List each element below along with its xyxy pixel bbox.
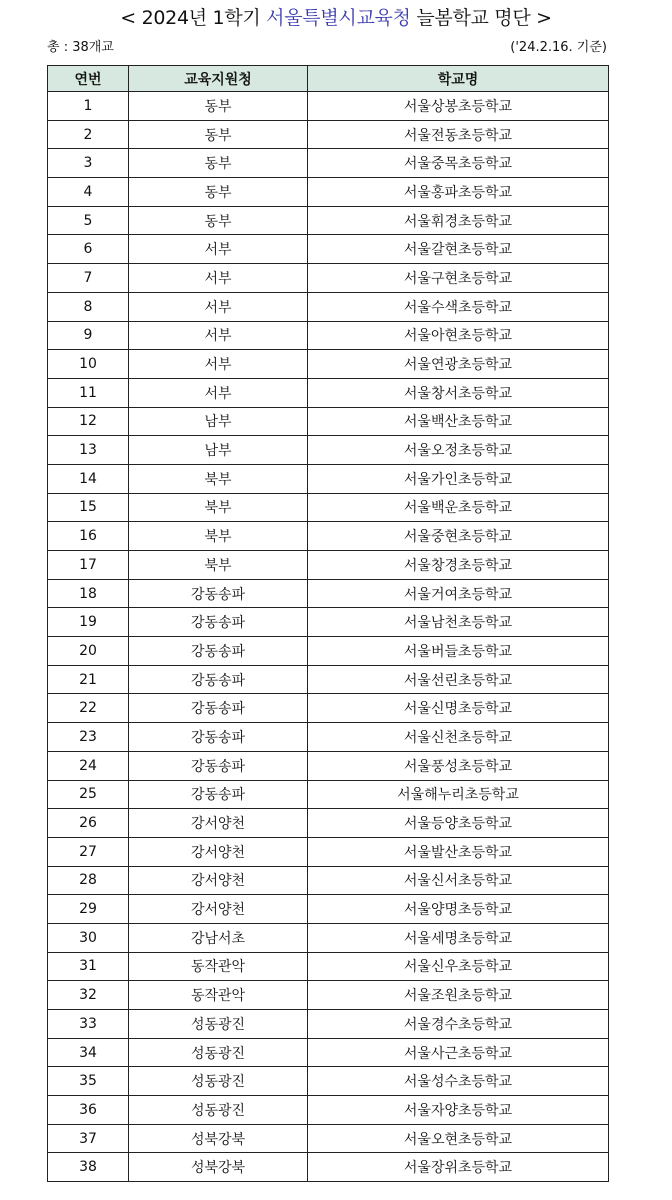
table-row	[48, 637, 609, 666]
cell-school: 서울경수초등학교	[308, 1010, 609, 1039]
table-row	[48, 292, 609, 321]
table-row	[48, 923, 609, 952]
cell-school: 서울사근초등학교	[308, 1038, 609, 1067]
table-row	[48, 178, 609, 207]
table-row	[48, 350, 609, 379]
cell-number: 1	[48, 92, 129, 121]
cell-office: 강서양천	[129, 895, 308, 924]
document-title	[0, 4, 672, 32]
cell-number: 27	[48, 837, 129, 866]
table-row	[48, 378, 609, 407]
table-header-row	[48, 66, 609, 92]
cell-school: 서울등양초등학교	[308, 809, 609, 838]
cell-number: 21	[48, 665, 129, 694]
cell-school: 서울거여초등학교	[308, 579, 609, 608]
cell-school: 서울신우초등학교	[308, 952, 609, 981]
cell-office: 강동송파	[129, 665, 308, 694]
cell-number: 18	[48, 579, 129, 608]
table-row	[48, 436, 609, 465]
cell-school: 서울오정초등학교	[308, 436, 609, 465]
cell-number: 14	[48, 464, 129, 493]
table-row	[48, 608, 609, 637]
table-row	[48, 407, 609, 436]
cell-school: 서울전동초등학교	[308, 120, 609, 149]
cell-number: 12	[48, 407, 129, 436]
cell-school: 서울신서초등학교	[308, 866, 609, 895]
cell-office: 강동송파	[129, 694, 308, 723]
cell-office: 성동광진	[129, 1067, 308, 1096]
cell-school: 서울창경초등학교	[308, 551, 609, 580]
cell-office: 동부	[129, 120, 308, 149]
cell-number: 37	[48, 1124, 129, 1153]
cell-number: 32	[48, 981, 129, 1010]
table-row	[48, 952, 609, 981]
cell-number: 10	[48, 350, 129, 379]
cell-office: 서부	[129, 264, 308, 293]
cell-office: 서부	[129, 292, 308, 321]
table-row	[48, 1067, 609, 1096]
header-school: 학교명	[308, 66, 609, 92]
reference-date: ('24.2.16. 기준)	[510, 40, 607, 55]
table-row	[48, 551, 609, 580]
cell-school: 서울아현초등학교	[308, 321, 609, 350]
table-row	[48, 665, 609, 694]
cell-number: 35	[48, 1067, 129, 1096]
cell-school: 서울중현초등학교	[308, 522, 609, 551]
table-row	[48, 321, 609, 350]
total-count: 총 : 38개교	[47, 40, 114, 55]
cell-office: 강동송파	[129, 608, 308, 637]
table-row	[48, 120, 609, 149]
cell-office: 강동송파	[129, 637, 308, 666]
table-row	[48, 866, 609, 895]
table-row	[48, 1153, 609, 1182]
cell-office: 강동송파	[129, 579, 308, 608]
table-row	[48, 149, 609, 178]
table-row	[48, 837, 609, 866]
cell-school: 서울세명초등학교	[308, 923, 609, 952]
cell-office: 서부	[129, 350, 308, 379]
table-row	[48, 1124, 609, 1153]
cell-school: 서울백운초등학교	[308, 493, 609, 522]
cell-number: 13	[48, 436, 129, 465]
cell-office: 강동송파	[129, 780, 308, 809]
table-row	[48, 694, 609, 723]
cell-number: 22	[48, 694, 129, 723]
table-row	[48, 92, 609, 121]
cell-office: 북부	[129, 522, 308, 551]
cell-number: 5	[48, 206, 129, 235]
cell-number: 19	[48, 608, 129, 637]
cell-number: 2	[48, 120, 129, 149]
cell-number: 24	[48, 751, 129, 780]
cell-school: 서울오현초등학교	[308, 1124, 609, 1153]
cell-school: 서울장위초등학교	[308, 1153, 609, 1182]
cell-office: 서부	[129, 378, 308, 407]
cell-number: 3	[48, 149, 129, 178]
cell-office: 동부	[129, 206, 308, 235]
cell-office: 동부	[129, 178, 308, 207]
cell-number: 16	[48, 522, 129, 551]
table-row	[48, 723, 609, 752]
table-row	[48, 751, 609, 780]
cell-office: 성동광진	[129, 1038, 308, 1067]
cell-number: 34	[48, 1038, 129, 1067]
cell-school: 서울연광초등학교	[308, 350, 609, 379]
table-row	[48, 235, 609, 264]
cell-school: 서울풍성초등학교	[308, 751, 609, 780]
cell-number: 31	[48, 952, 129, 981]
cell-school: 서울남천초등학교	[308, 608, 609, 637]
cell-school: 서울성수초등학교	[308, 1067, 609, 1096]
cell-number: 26	[48, 809, 129, 838]
cell-school: 서울조원초등학교	[308, 981, 609, 1010]
cell-school: 서울양명초등학교	[308, 895, 609, 924]
cell-number: 17	[48, 551, 129, 580]
cell-office: 성동광진	[129, 1010, 308, 1039]
cell-number: 36	[48, 1096, 129, 1125]
header-office: 교육지원청	[129, 66, 308, 92]
cell-number: 11	[48, 378, 129, 407]
cell-office: 성동광진	[129, 1096, 308, 1125]
cell-office: 강동송파	[129, 723, 308, 752]
table-row	[48, 206, 609, 235]
cell-office: 북부	[129, 464, 308, 493]
cell-school: 서울중목초등학교	[308, 149, 609, 178]
cell-office: 강서양천	[129, 837, 308, 866]
cell-office: 북부	[129, 551, 308, 580]
cell-school: 서울발산초등학교	[308, 837, 609, 866]
title-suffix: 늘봄학교 명단 >	[410, 7, 552, 29]
cell-office: 남부	[129, 407, 308, 436]
table-row	[48, 1096, 609, 1125]
cell-school: 서울구현초등학교	[308, 264, 609, 293]
header-number: 연번	[48, 66, 129, 92]
cell-office: 성북강북	[129, 1124, 308, 1153]
cell-school: 서울신천초등학교	[308, 723, 609, 752]
cell-office: 북부	[129, 493, 308, 522]
table-row	[48, 493, 609, 522]
cell-school: 서울선린초등학교	[308, 665, 609, 694]
cell-number: 15	[48, 493, 129, 522]
table-row	[48, 780, 609, 809]
cell-number: 8	[48, 292, 129, 321]
cell-school: 서울버들초등학교	[308, 637, 609, 666]
cell-office: 서부	[129, 235, 308, 264]
cell-number: 28	[48, 866, 129, 895]
cell-school: 서울창서초등학교	[308, 378, 609, 407]
title-highlight: 서울특별시교육청	[266, 7, 411, 29]
cell-school: 서울수색초등학교	[308, 292, 609, 321]
cell-number: 33	[48, 1010, 129, 1039]
cell-school: 서울상봉초등학교	[308, 92, 609, 121]
table-row	[48, 522, 609, 551]
cell-office: 동부	[129, 92, 308, 121]
cell-school: 서울가인초등학교	[308, 464, 609, 493]
cell-school: 서울갈현초등학교	[308, 235, 609, 264]
cell-school: 서울휘경초등학교	[308, 206, 609, 235]
cell-school: 서울백산초등학교	[308, 407, 609, 436]
cell-number: 7	[48, 264, 129, 293]
cell-school: 서울해누리초등학교	[308, 780, 609, 809]
cell-office: 동작관악	[129, 952, 308, 981]
cell-school: 서울신명초등학교	[308, 694, 609, 723]
cell-office: 동부	[129, 149, 308, 178]
cell-number: 38	[48, 1153, 129, 1182]
cell-number: 23	[48, 723, 129, 752]
table-row	[48, 895, 609, 924]
cell-office: 성북강북	[129, 1153, 308, 1182]
cell-office: 동작관악	[129, 981, 308, 1010]
table-row	[48, 809, 609, 838]
cell-office: 강서양천	[129, 809, 308, 838]
cell-number: 6	[48, 235, 129, 264]
cell-number: 20	[48, 637, 129, 666]
table-row	[48, 464, 609, 493]
cell-number: 30	[48, 923, 129, 952]
cell-office: 강동송파	[129, 751, 308, 780]
table-row	[48, 579, 609, 608]
cell-office: 강남서초	[129, 923, 308, 952]
cell-office: 강서양천	[129, 866, 308, 895]
cell-office: 서부	[129, 321, 308, 350]
cell-number: 4	[48, 178, 129, 207]
title-prefix: < 2024년 1학기	[120, 7, 267, 29]
table-row	[48, 1038, 609, 1067]
table-row	[48, 981, 609, 1010]
meta-line	[47, 38, 607, 58]
table-row	[48, 1010, 609, 1039]
cell-office: 남부	[129, 436, 308, 465]
school-table	[47, 65, 609, 1182]
cell-number: 29	[48, 895, 129, 924]
cell-school: 서울자양초등학교	[308, 1096, 609, 1125]
table-row	[48, 264, 609, 293]
cell-school: 서울홍파초등학교	[308, 178, 609, 207]
cell-number: 25	[48, 780, 129, 809]
cell-number: 9	[48, 321, 129, 350]
